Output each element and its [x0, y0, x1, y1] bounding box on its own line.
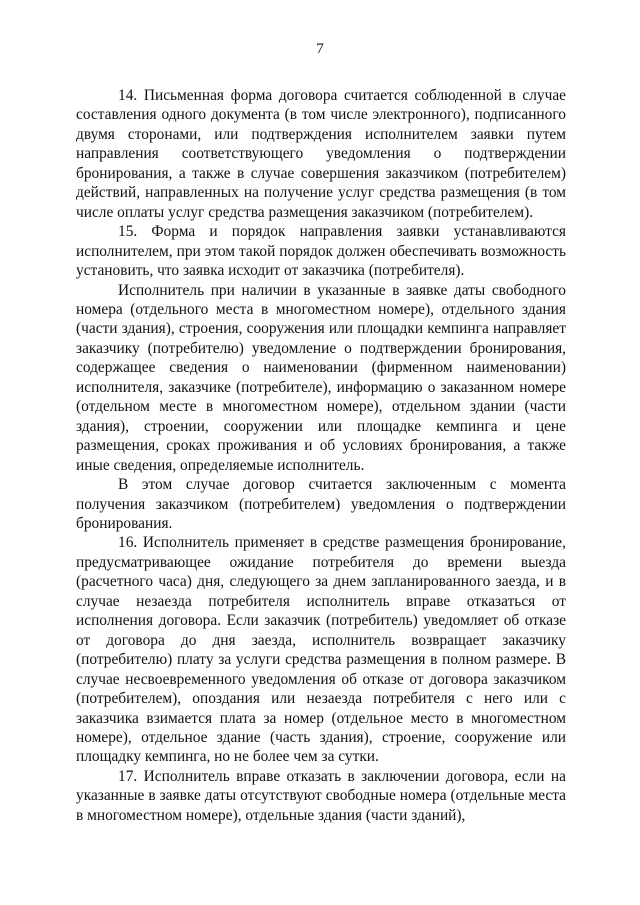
page-number: 7	[316, 41, 324, 57]
document-body	[76, 86, 566, 825]
paragraph-contract-concluded: В этом случае договор считается заключенным с момента получения заказчиком (потребителем) уведомления о подтверждении бронирования.	[76, 476, 566, 532]
paragraph-15: 15. Форма и порядок направления заявки устанавливаются исполнителем, при этом такой порядок должен обеспечивать возможность установить, что заявка исходит от заказчика (потребителя).	[76, 223, 566, 280]
paragraph-confirmation-notice: Исполнитель при наличии в указанные в заявке даты свободного номера (отдельного места в многоместном номере), отдельного здания (части здания), строения, сооружения или площадки кемпинга направляет заказчику (потребителю) уведомление о подтверждении бронирования, содержащее сведения о наименовании (фирменном наименовании) исполнителя, заказчике (потребителе), информацию о заказанном номере (отдельном месте в многоместном номере), отдельном здании (части здания), строении, сооружении или площадке кемпинга и цене размещения, сроках проживания и об условиях бронирования, а также иные сведения, определяемые исполнитель.	[76, 281, 566, 474]
paragraph-16: 16. Исполнитель применяет в средстве размещения бронирование, предусматривающее ожидание потребителя до времени выезда (расчетного часа) дня, следующего за днем запланированного заезда, и в случае незаезда потребителя исполнитель вправе отказаться от исполнения договора. Если заказчик (потребитель) уведомляет об отказе от договора до дня заезда, исполнитель возвращает заказчику (потребителю) плату за услуги средства размещения в полном размере. В случае несвоевременного уведомления об отказе от договора заказчиком (потребителем), опоздания или незаезда потребителя с него или с заказчика взимается плата за номер (отдельное место в многоместном номере), отдельное здание (часть здания), строение, сооружение или площадку кемпинга, но не более чем за сутки.	[76, 534, 566, 766]
paragraph-14: 14. Письменная форма договора считается соблюденной в случае составления одного документа (в том числе электронного), подписанного двумя сторонами, или подтверждения исполнителем заявки путем направления соответствующего уведомления о подтверждении бронирования, а также в случае совершения заказчиком (потребителем) действий, направленных на получение услуг средства размещения (в том числе оплаты услуг средства размещения заказчиком (потребителем).	[76, 87, 566, 221]
paragraph-17: 17. Исполнитель вправе отказать в заключении договора, если на указанные в заявке даты отсутствуют свободные номера (отдельные места в многоместном номере), отдельные здания (части зданий),	[76, 767, 566, 824]
